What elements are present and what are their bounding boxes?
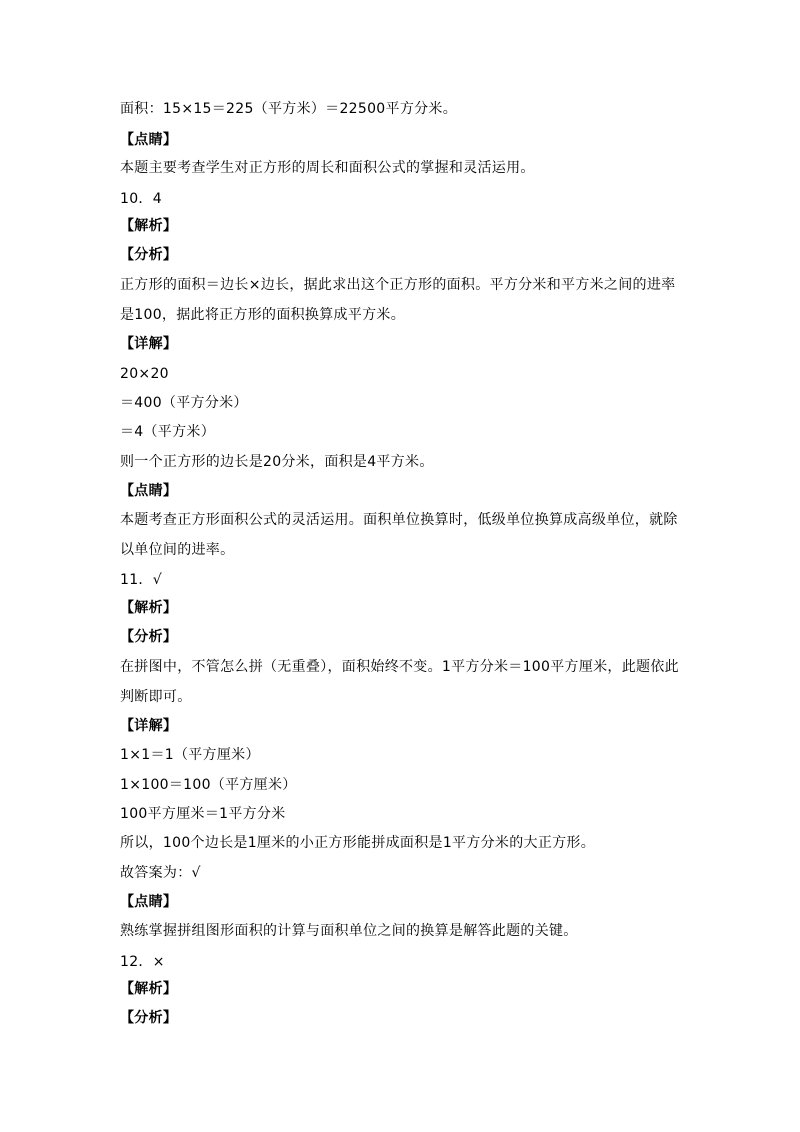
text-line: 100平方厘米＝1平方分米 <box>120 806 286 822</box>
text-line: 1×100＝100（平方厘米） <box>120 777 297 793</box>
text-line: 则一个正方形的边长是20分米，面积是4平方米。 <box>120 454 434 470</box>
text-line: 所以，100个边长是1厘米的小正方形能拼成面积是1平方分米的大正方形。 <box>120 835 596 851</box>
text-line: 判断即可。 <box>120 689 192 705</box>
section-heading: 【解析】 <box>120 981 178 997</box>
text-line: 正方形的面积＝边长×边长，据此求出这个正方形的面积。平方分米和平方米之间的进率 <box>120 277 676 293</box>
question-number: 10．4 <box>120 191 162 207</box>
text-line: 是100，据此将正方形的面积换算成平方米。 <box>120 307 406 323</box>
text-line: 在拼图中，不管怎么拼（无重叠），面积始终不变。1平方分米＝100平方厘米，此题依此 <box>120 659 679 675</box>
text-line: 以单位间的进率。 <box>120 542 235 558</box>
text-line: 20×20 <box>120 366 169 382</box>
question-number: 12．× <box>120 954 165 970</box>
text-line: ＝400（平方分米） <box>120 395 248 411</box>
section-heading: 【详解】 <box>120 336 178 352</box>
section-heading: 【分析】 <box>120 629 178 645</box>
text-line: 1×1＝1（平方厘米） <box>120 747 260 763</box>
section-heading: 【点睛】 <box>120 894 178 910</box>
section-heading: 【分析】 <box>120 247 178 263</box>
section-heading: 【分析】 <box>120 1010 178 1026</box>
text-line: 本题考查正方形面积公式的灵活运用。面积单位换算时，低级单位换算成高级单位，就除 <box>120 512 678 528</box>
text-line: 故答案为：√ <box>120 865 201 881</box>
text-line: 熟练掌握拼组图形面积的计算与面积单位之间的换算是解答此题的关键。 <box>120 923 578 939</box>
section-heading: 【解析】 <box>120 218 178 234</box>
text-line: 面积：15×15＝225（平方米）＝22500平方分米。 <box>120 101 458 117</box>
section-heading: 【点睛】 <box>120 483 178 499</box>
section-heading: 【解析】 <box>120 600 178 616</box>
text-line: ＝4（平方米） <box>120 424 216 440</box>
section-heading: 【详解】 <box>120 718 178 734</box>
question-number: 11．√ <box>120 572 162 588</box>
text-line: 本题主要考查学生对正方形的周长和面积公式的掌握和灵活运用。 <box>120 160 535 176</box>
section-heading: 【点睛】 <box>120 132 178 148</box>
